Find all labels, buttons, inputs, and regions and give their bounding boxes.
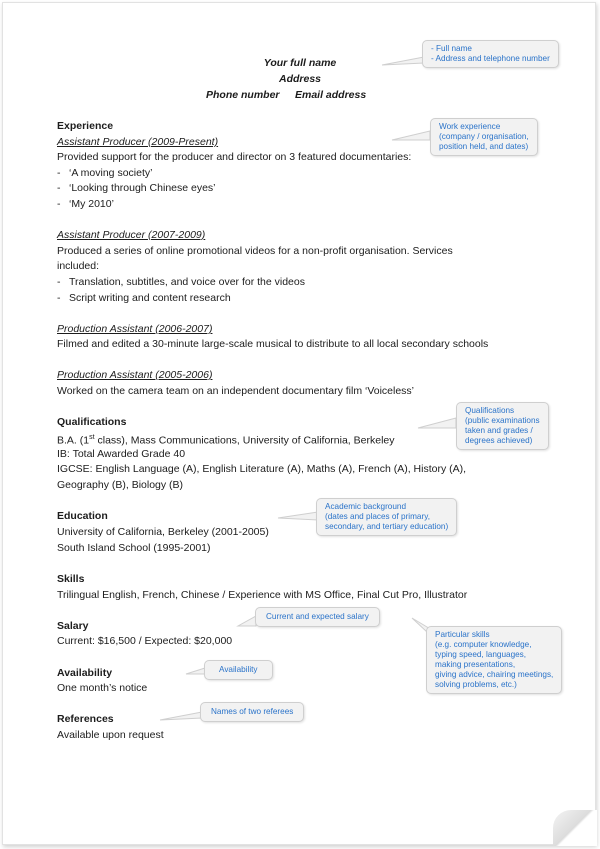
references-heading: References bbox=[57, 713, 114, 725]
callout-qualifications: Qualifications (public examinations taken and grades / degrees achieved) bbox=[456, 402, 549, 450]
full-name: Your full name bbox=[263, 57, 337, 69]
job-title: Assistant Producer (2009-Present) bbox=[57, 136, 219, 148]
salary-heading: Salary bbox=[57, 620, 89, 632]
references-text: Available upon request bbox=[57, 729, 164, 741]
education-heading: Education bbox=[57, 510, 108, 522]
callout-salary: Current and expected salary bbox=[255, 607, 380, 627]
job-title: Production Assistant (2005-2006) bbox=[57, 369, 213, 381]
skills-heading: Skills bbox=[57, 573, 85, 585]
skills-text: Trilingual English, French, Chinese / Experience with MS Office, Final Cut Pro, Illustrator bbox=[57, 589, 468, 601]
callout-referees: Names of two referees bbox=[200, 702, 304, 722]
experience-heading: Experience bbox=[57, 120, 114, 132]
job-bullet: ‘My 2010’ bbox=[69, 198, 114, 210]
bullet-dash: - bbox=[57, 292, 61, 304]
job-title: Production Assistant (2006-2007) bbox=[57, 323, 213, 335]
callout-work-experience: Work experience (company / organisation, position held, and dates) bbox=[430, 118, 538, 156]
igcse-line: Geography (B), Biology (B) bbox=[57, 479, 184, 491]
job-description: Filmed and edited a 30-minute large-scale musical to distribute to all local secondary schools bbox=[57, 338, 489, 350]
address: Address bbox=[278, 73, 321, 85]
education-item: South Island School (1995-2001) bbox=[57, 542, 211, 554]
callout-particular-skills: Particular skills (e.g. computer knowledge, typing speed, languages, making presentations, giving advice, chairing meetings, solving problems, etc.) bbox=[426, 626, 562, 694]
job-description: Provided support for the producer and director on 3 featured documentaries: bbox=[57, 151, 412, 163]
bullet-dash: - bbox=[57, 276, 61, 288]
job-description: included: bbox=[57, 260, 100, 272]
job-description: Produced a series of online promotional videos for a non-profit organisation. Services bbox=[57, 245, 453, 257]
job-description: Worked on the camera team on an independent documentary film ‘Voiceless’ bbox=[57, 385, 415, 397]
job-title: Assistant Producer (2007-2009) bbox=[57, 229, 206, 241]
salary-text: Current: $16,500 / Expected: $20,000 bbox=[57, 635, 233, 647]
igcse-line: IGCSE: English Language (A), English Literature (A), Maths (A), French (A), History (A), bbox=[57, 463, 467, 475]
availability-heading: Availability bbox=[57, 667, 113, 679]
bullet-dash: - bbox=[57, 198, 61, 210]
bullet-dash: - bbox=[57, 167, 61, 179]
job-bullet: Translation, subtitles, and voice over for the videos bbox=[69, 276, 305, 288]
phone-number: Phone number bbox=[206, 89, 280, 101]
availability-text: One month’s notice bbox=[57, 682, 148, 694]
bullet-dash: - bbox=[57, 182, 61, 194]
degree-line: B.A. (1st class), Mass Communications, University of California, Berkeley bbox=[57, 434, 395, 447]
ib-line: IB: Total Awarded Grade 40 bbox=[57, 448, 186, 460]
job-bullet: ‘A moving society’ bbox=[69, 167, 153, 179]
job-bullet: Script writing and content research bbox=[69, 292, 231, 304]
callout-contact: - Full name - Address and telephone number bbox=[422, 40, 559, 68]
qualifications-heading: Qualifications bbox=[57, 416, 127, 428]
callout-academic-background: Academic background (dates and places of primary, secondary, and tertiary education) bbox=[316, 498, 457, 536]
job-bullet: ‘Looking through Chinese eyes’ bbox=[69, 182, 216, 194]
education-item: University of California, Berkeley (2001-2005) bbox=[57, 526, 269, 538]
callout-availability: Availability bbox=[204, 660, 273, 680]
email-address: Email address bbox=[295, 89, 367, 101]
